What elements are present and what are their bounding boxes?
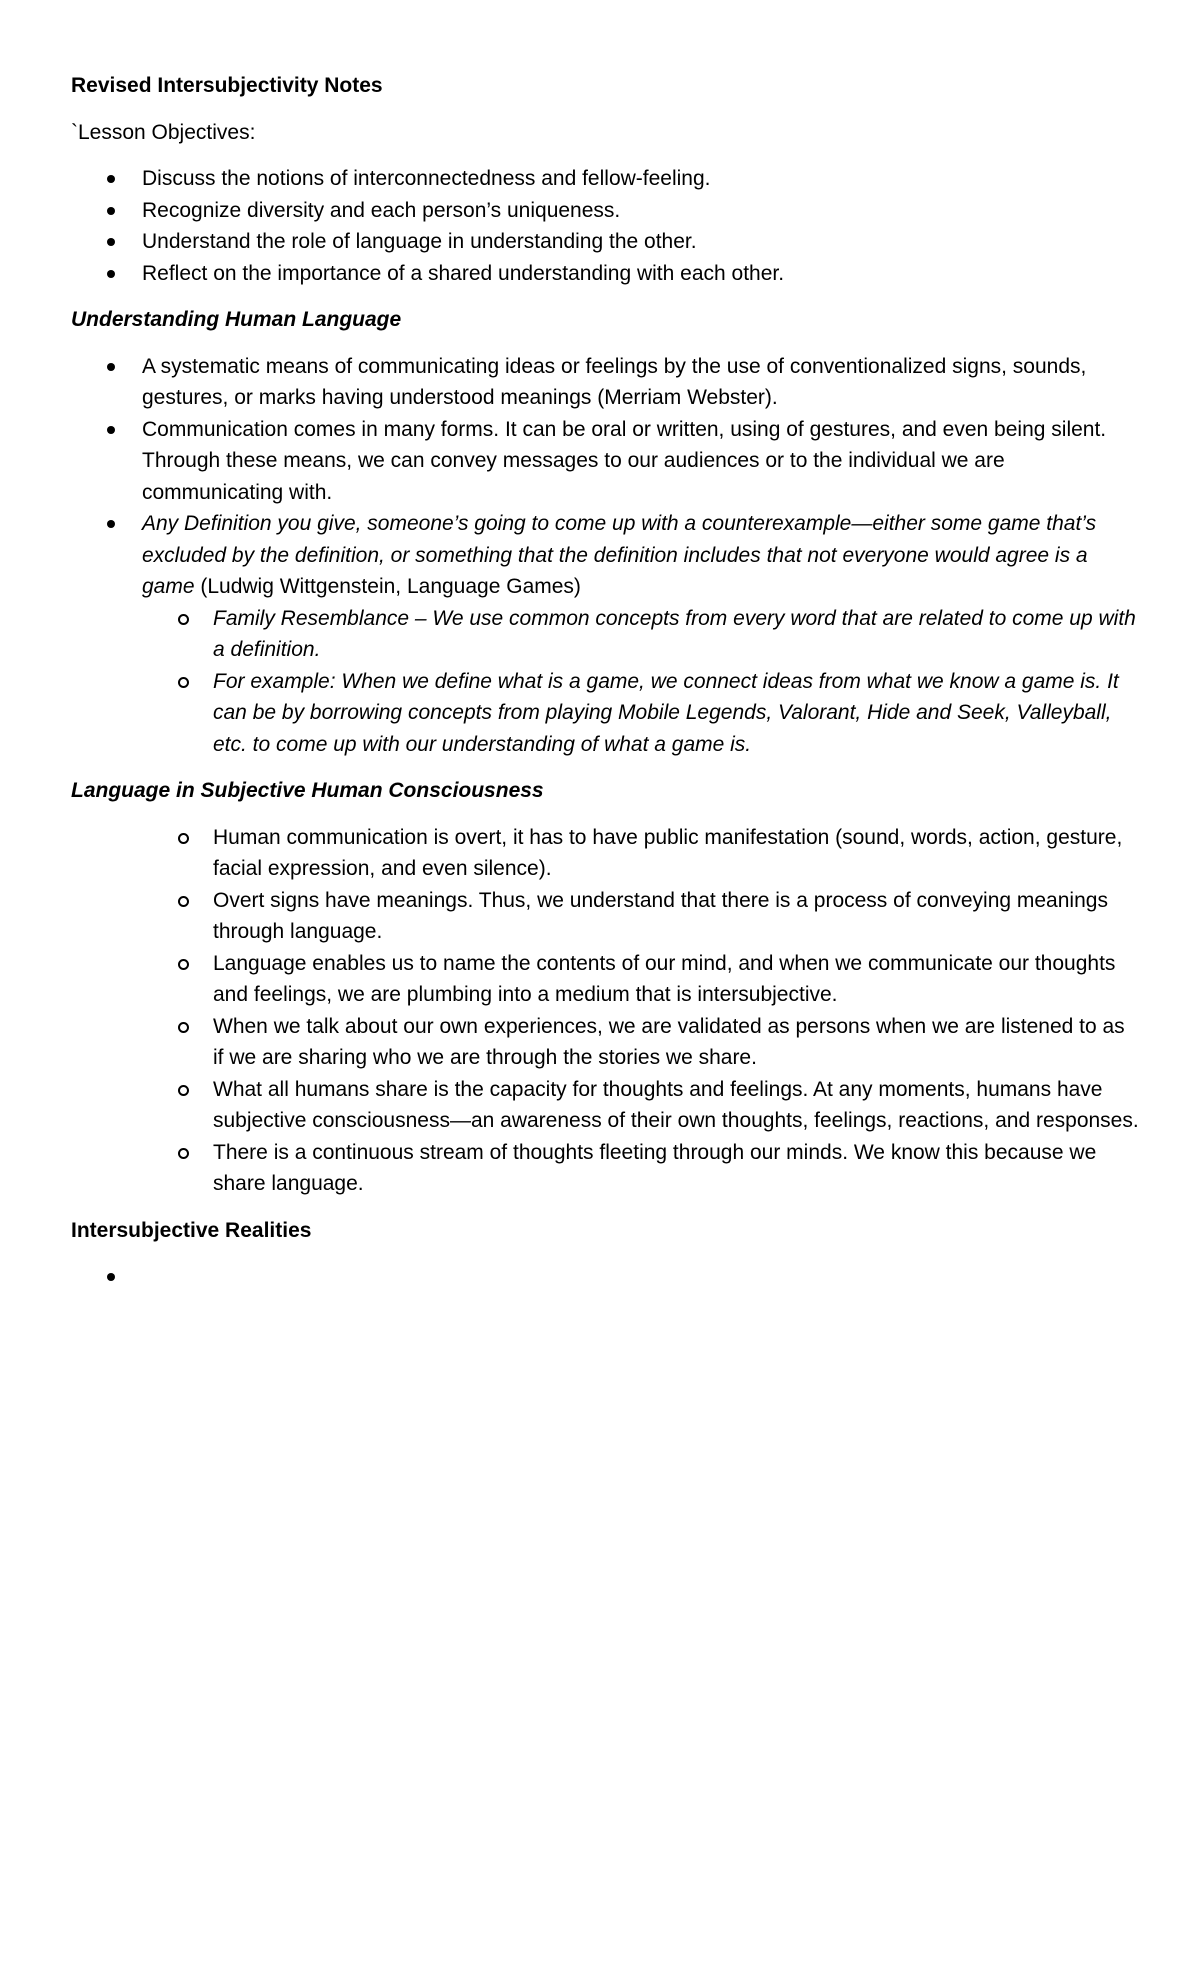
- list-item: [71, 195, 1141, 227]
- objectives-label: `Lesson Objectives:: [71, 120, 256, 144]
- sublist-item: [142, 603, 1141, 666]
- list-item-text: A systematic means of communicating ideas or feelings by the use of conventionalized signs, sounds, gestures, or marks having understood meanings (Merriam Webster).: [142, 354, 1087, 409]
- list-item: [71, 508, 1141, 760]
- sublist-item: [142, 666, 1141, 761]
- bullet-circle-icon: [178, 959, 189, 970]
- list-item: [71, 414, 1141, 509]
- bullet-circle-icon: [178, 1148, 189, 1159]
- list-item-text: Recognize diversity and each person’s uniqueness.: [142, 198, 621, 222]
- list-item-text: Understand the role of language in understanding the other.: [142, 230, 697, 253]
- bullet-circle-icon: [178, 1022, 189, 1033]
- list-item: [71, 226, 1141, 258]
- list-item: [71, 351, 1141, 414]
- intersubjective-realities-list: [71, 1261, 1141, 1293]
- bullet-dot-icon: [107, 207, 115, 215]
- bullet-dot-icon: [107, 520, 115, 528]
- sublist-item: [142, 948, 1141, 1011]
- sublist-item-text: Family Resemblance – We use common concepts from every word that are related to come up with a definition.: [213, 606, 1136, 661]
- list-item-text: Reflect on the importance of a shared understanding with each other.: [142, 261, 785, 285]
- sublist-item: [142, 822, 1141, 885]
- document-title: Revised Intersubjectivity Notes: [71, 74, 383, 97]
- sublist-item: [142, 1074, 1141, 1137]
- sublist-item: [142, 1137, 1141, 1200]
- language-games-sublist: [142, 603, 1141, 761]
- bullet-dot-icon: [107, 426, 115, 434]
- sublist-item-text: What all humans share is the capacity for thoughts and feelings. At any moments, humans have subjective consciousness—an awareness of their own thoughts, feelings, reactions, and responses.: [213, 1077, 1139, 1132]
- objectives-list: [71, 163, 1141, 289]
- sublist-item: [142, 885, 1141, 948]
- bullet-circle-icon: [178, 614, 189, 625]
- wittgenstein-citation: (Ludwig Wittgenstein, Language Games): [194, 575, 581, 598]
- sublist-item-text: Human communication is overt, it has to have public manifestation (sound, words, action, gesture, facial expression, and even silence).: [213, 825, 1123, 880]
- bullet-circle-icon: [178, 677, 189, 688]
- bullet-dot-icon: [107, 238, 115, 246]
- bullet-circle-icon: [178, 896, 189, 907]
- sublist-item-text: There is a continuous stream of thoughts fleeting through our minds. We know this because we share language.: [213, 1140, 1097, 1195]
- list-item-text: Discuss the notions of interconnectedness and fellow-feeling.: [142, 167, 711, 190]
- list-item-text: Communication comes in many forms. It can be oral or written, using of gestures, and even being silent. Through these means, we can convey messages to our audiences or to the individual we are communicating with.: [142, 417, 1107, 504]
- section-heading-understanding-language: Understanding Human Language: [71, 308, 402, 331]
- bullet-dot-icon: [107, 270, 115, 278]
- sublist-item-text: Overt signs have meanings. Thus, we understand that there is a process of conveying meanings through language.: [213, 888, 1108, 943]
- list-item: [71, 163, 1141, 195]
- bullet-circle-icon: [178, 833, 189, 844]
- subjective-consciousness-list: [142, 822, 1141, 1200]
- bullet-dot-icon: [107, 1273, 115, 1281]
- understanding-language-list: [71, 351, 1141, 761]
- bullet-dot-icon: [107, 363, 115, 371]
- document-body: [71, 70, 1141, 1308]
- wittgenstein-quote: Any Definition you give, someone’s going to come up with a counterexample—either some game that’s excluded by the definition, or something that the definition includes that not everyone would agree is a game: [142, 512, 1097, 598]
- list-item: [71, 1261, 1141, 1293]
- bullet-circle-icon: [178, 1085, 189, 1096]
- sublist-item: [142, 1011, 1141, 1074]
- sublist-item-text: Language enables us to name the contents of our mind, and when we communicate our thoughts and feelings, we are plumbing into a medium that is intersubjective.: [213, 951, 1116, 1006]
- sublist-item-text: When we talk about our own experiences, we are validated as persons when we are listened to as if we are sharing who we are through the stories we share.: [213, 1014, 1125, 1069]
- section-heading-subjective-consciousness: Language in Subjective Human Consciousness: [71, 779, 544, 802]
- section-heading-intersubjective-realities: Intersubjective Realities: [71, 1218, 312, 1242]
- bullet-dot-icon: [107, 175, 115, 183]
- list-item: [71, 258, 1141, 290]
- sublist-item-text: For example: When we define what is a game, we connect ideas from what we know a game is. It can be by borrowing concepts from playing Mobile Legends, Valorant, Hide and Seek, Valleyball, etc. to come up with our understanding of what a game is.: [213, 669, 1119, 756]
